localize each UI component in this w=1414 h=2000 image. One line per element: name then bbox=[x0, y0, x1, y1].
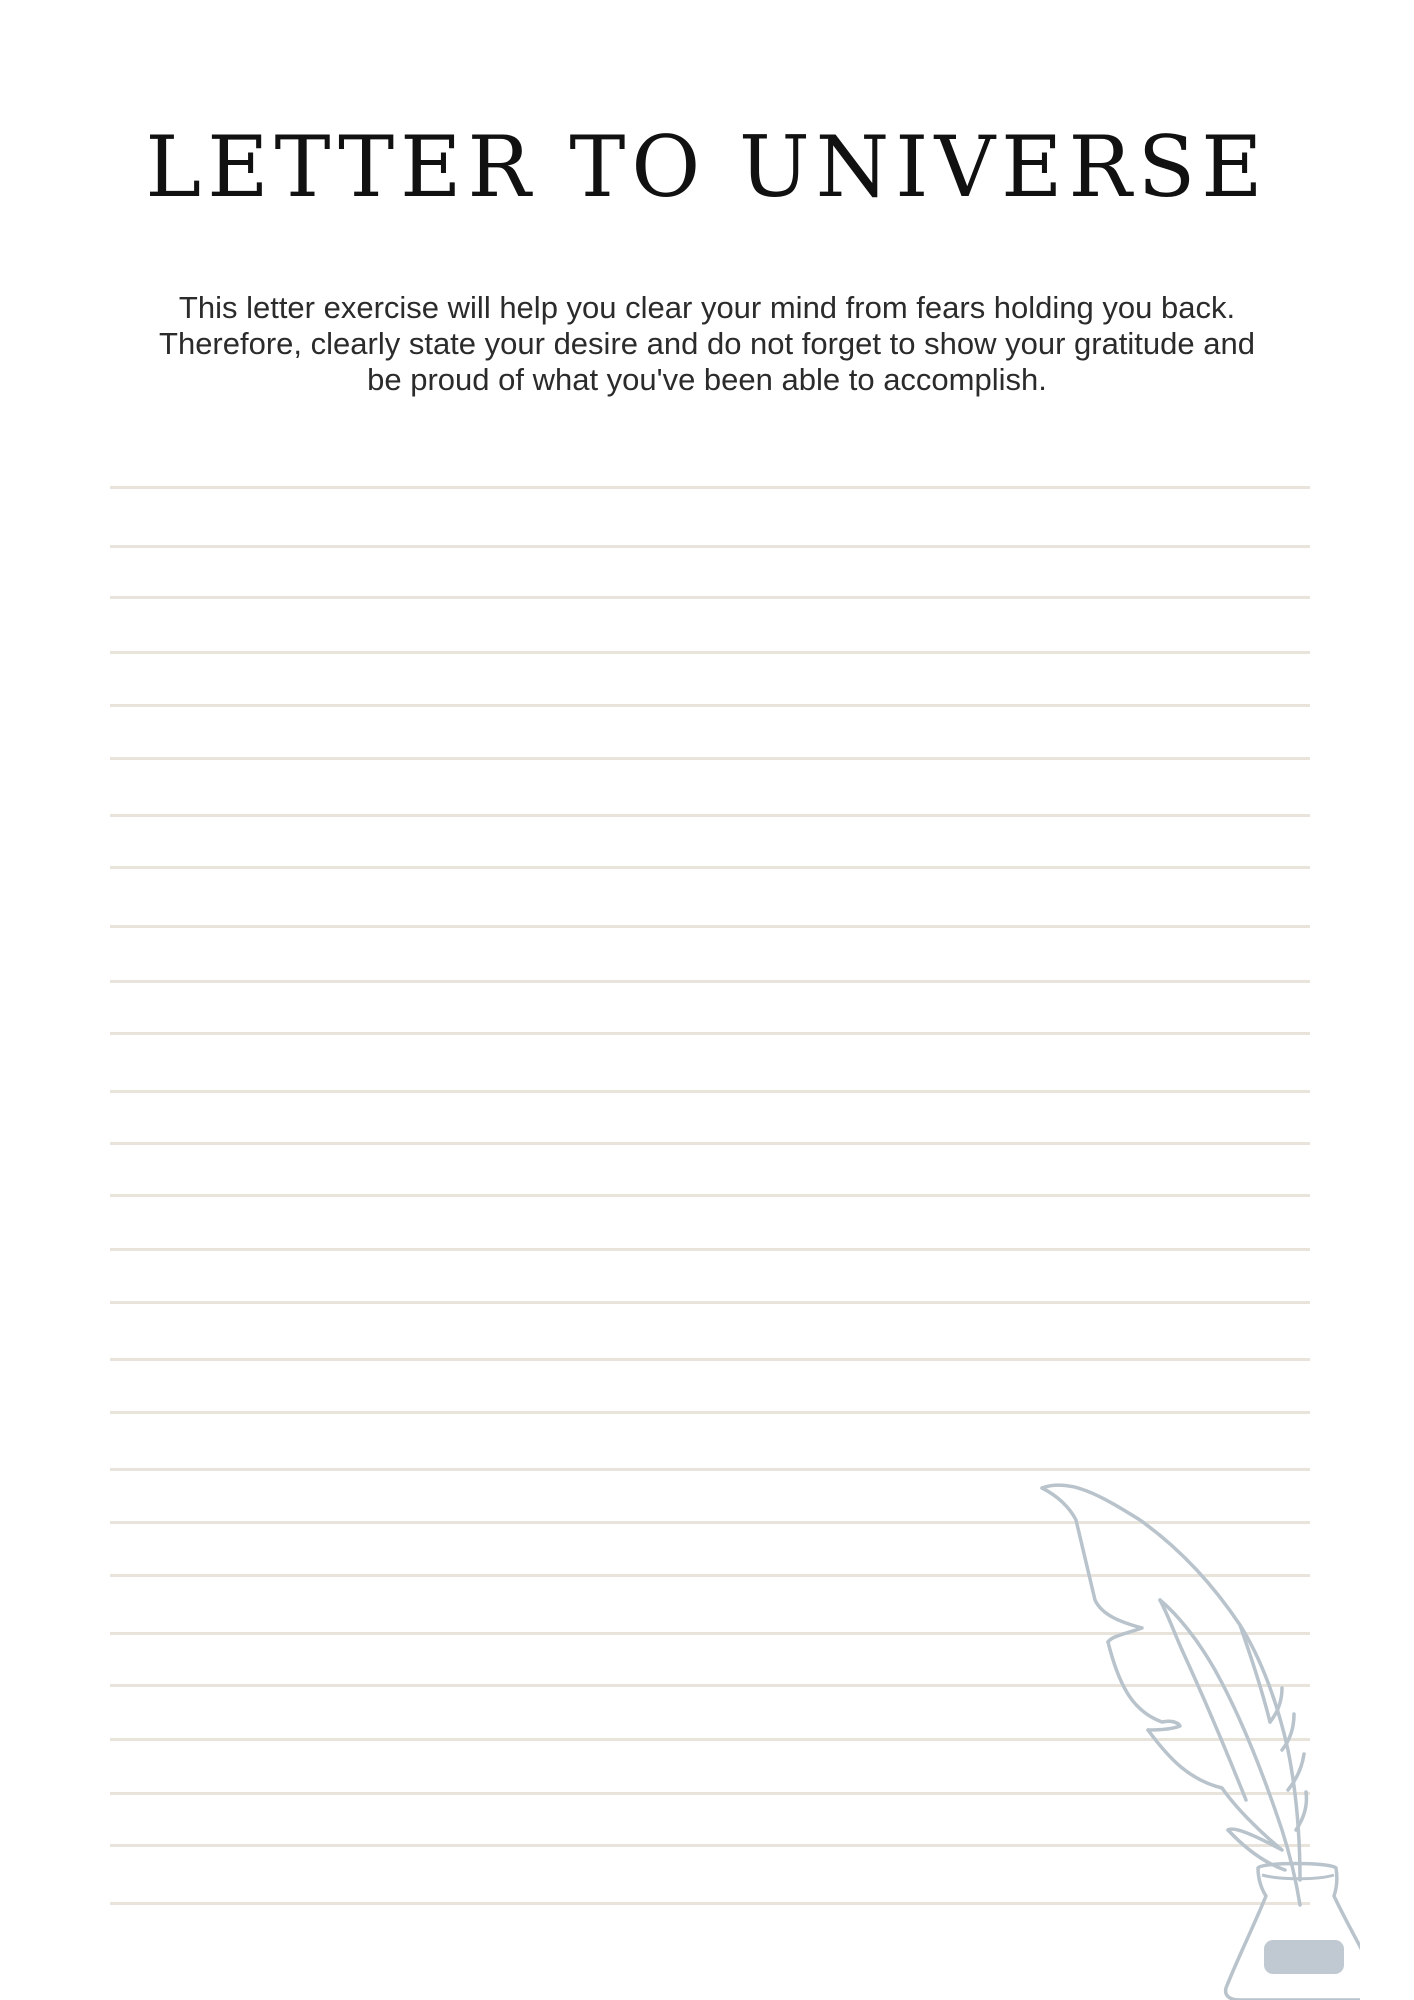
rule-line bbox=[110, 1468, 1310, 1471]
rule-line bbox=[110, 596, 1310, 599]
intro-line-1: This letter exercise will help you clear your mind from fears holding you back. bbox=[178, 290, 1236, 325]
rule-line bbox=[110, 925, 1310, 928]
rule-line bbox=[110, 1358, 1310, 1361]
rule-line bbox=[110, 1301, 1310, 1304]
rule-line bbox=[110, 980, 1310, 983]
quill-and-inkwell-icon bbox=[1020, 1478, 1360, 2000]
rule-line bbox=[110, 757, 1310, 760]
rule-line bbox=[110, 866, 1310, 869]
rule-line bbox=[110, 1090, 1310, 1093]
inkwell-icon bbox=[1226, 1864, 1360, 2000]
rule-line bbox=[110, 545, 1310, 548]
intro-line-2: Therefore, clearly state your desire and do not forget to show your gratitude and bbox=[159, 326, 1255, 361]
rule-line bbox=[110, 1142, 1310, 1145]
rule-line bbox=[110, 1194, 1310, 1197]
rule-line bbox=[110, 651, 1310, 654]
rule-line bbox=[110, 1248, 1310, 1251]
intro-line-3: be proud of what you've been able to accomplish. bbox=[367, 362, 1047, 397]
rule-line bbox=[110, 1411, 1310, 1414]
rule-line bbox=[110, 486, 1310, 489]
rule-line bbox=[110, 704, 1310, 707]
quill-feather-icon bbox=[1042, 1485, 1307, 1905]
rule-line bbox=[110, 1032, 1310, 1035]
page-title: LETTER TO UNIVERSE bbox=[145, 118, 1269, 216]
rule-line bbox=[110, 814, 1310, 817]
